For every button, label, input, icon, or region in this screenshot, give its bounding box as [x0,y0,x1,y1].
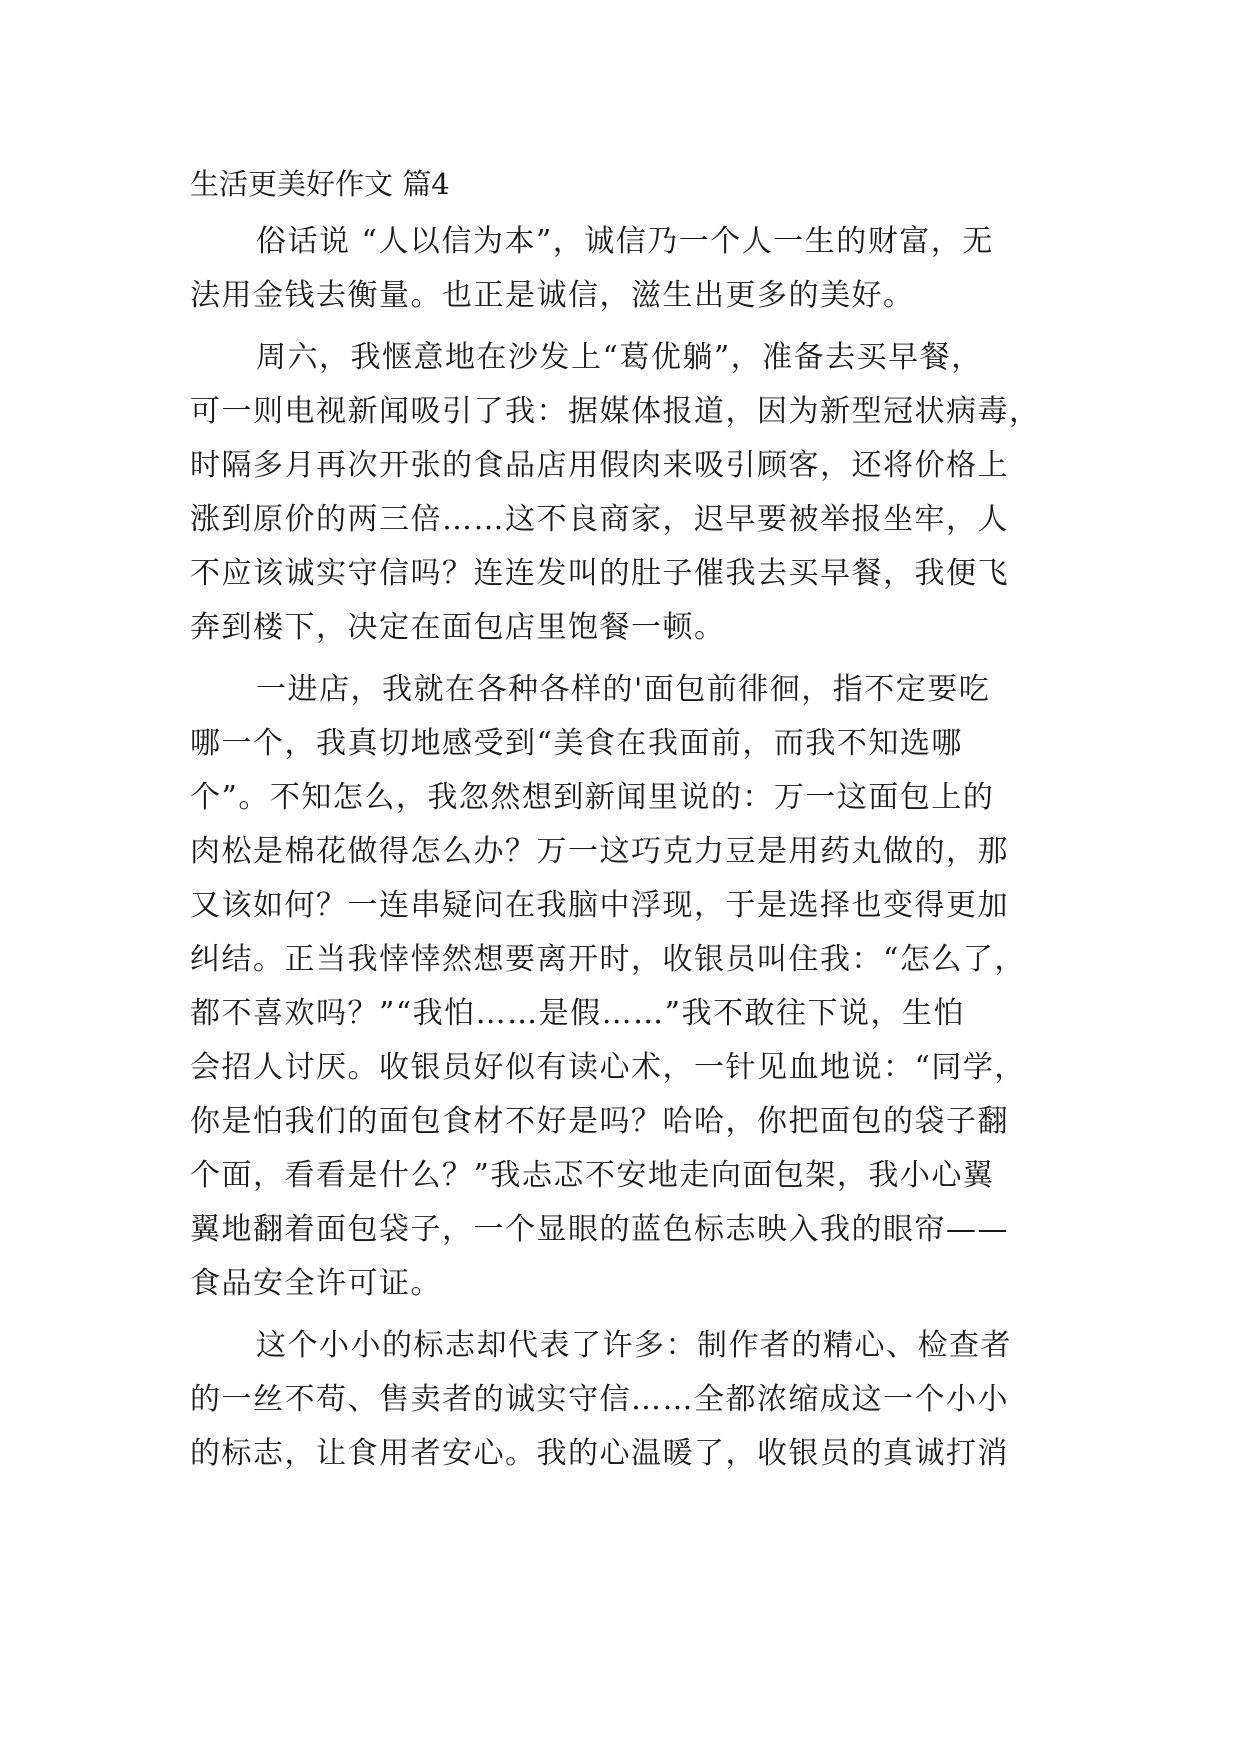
paragraph-2 [190,331,1070,655]
paragraph-line: 食品安全许可证。 [190,1266,442,1301]
paragraph-line: 个”。不知怎么，我忽然想到新闻里说的：万一这面包上的 [190,780,995,815]
paragraph-line: 都不喜欢吗？”“我怕……是假……”我不敢往下说，生怕 [190,996,966,1031]
document-body [190,162,1070,1481]
paragraph-line: 一进店，我就在各种各样的'面包前徘徊，指不定要吃 [256,672,991,707]
paragraph-line: 会招人讨厌。收银员好似有读心术，一针见血地说：“同学， [190,1050,1026,1085]
paragraph-line: 周六，我惬意地在沙发上“葛优躺”，准备去买早餐， [256,340,983,375]
paragraph-line: 的一丝不苟、售卖者的诚实守信……全都浓缩成这一个小小 [190,1382,1009,1417]
paragraph-line: 不应该诚实守信吗？连连发叫的肚子催我去买早餐，我便飞 [190,556,1009,591]
paragraph-line: 法用金钱去衡量。也正是诚信，滋生出更多的美好。 [190,278,915,313]
paragraph-line: 纠结。正当我悻悻然想要离开时，收银员叫住我：“怎么了， [190,942,1026,977]
paragraph-line: 又该如何？一连串疑问在我脑中浮现，于是选择也变得更加 [190,888,1009,923]
paragraph-line: 时隔多月再次开张的食品店用假肉来吸引顾客，还将价格上 [190,448,1009,483]
paragraph-4 [190,1319,1070,1481]
paragraph-line: 哪一个，我真切地感受到“美食在我面前，而我不知选哪 [190,726,963,761]
paragraph-line: 肉松是棉花做得怎么办？万一这巧克力豆是用药丸做的，那 [190,834,1009,869]
paragraph-line: 你是怕我们的面包食材不好是吗？哈哈，你把面包的袋子翻 [190,1104,1009,1139]
paragraph-line: 个面，看看是什么？”我忐忑不安地走向面包架，我小心翼 [190,1158,995,1193]
paragraph-line: 涨到原价的两三倍……这不良商家，迟早要被举报坐牢，人 [190,502,1009,537]
paragraph-line: 俗话说 “人以信为本”，诚信乃一个人一生的财富，无 [256,224,994,259]
document-title: 生活更美好作文 篇4 [190,167,450,201]
paragraph-1 [190,215,1070,323]
paragraph-line: 可一则电视新闻吸引了我：据媒体报道，因为新型冠状病毒， [190,394,1041,429]
paragraph-line: 奔到楼下，决定在面包店里饱餐一顿。 [190,610,726,645]
paragraph-line: 翼地翻着面包袋子，一个显眼的蓝色标志映入我的眼帘—— [190,1212,1009,1247]
paragraph-line: 这个小小的标志却代表了许多：制作者的精心、检查者 [256,1328,1012,1363]
paragraph-line: 的标志，让食用者安心。我的心温暖了，收银员的真诚打消 [190,1436,1009,1471]
paragraph-3 [190,663,1070,1311]
